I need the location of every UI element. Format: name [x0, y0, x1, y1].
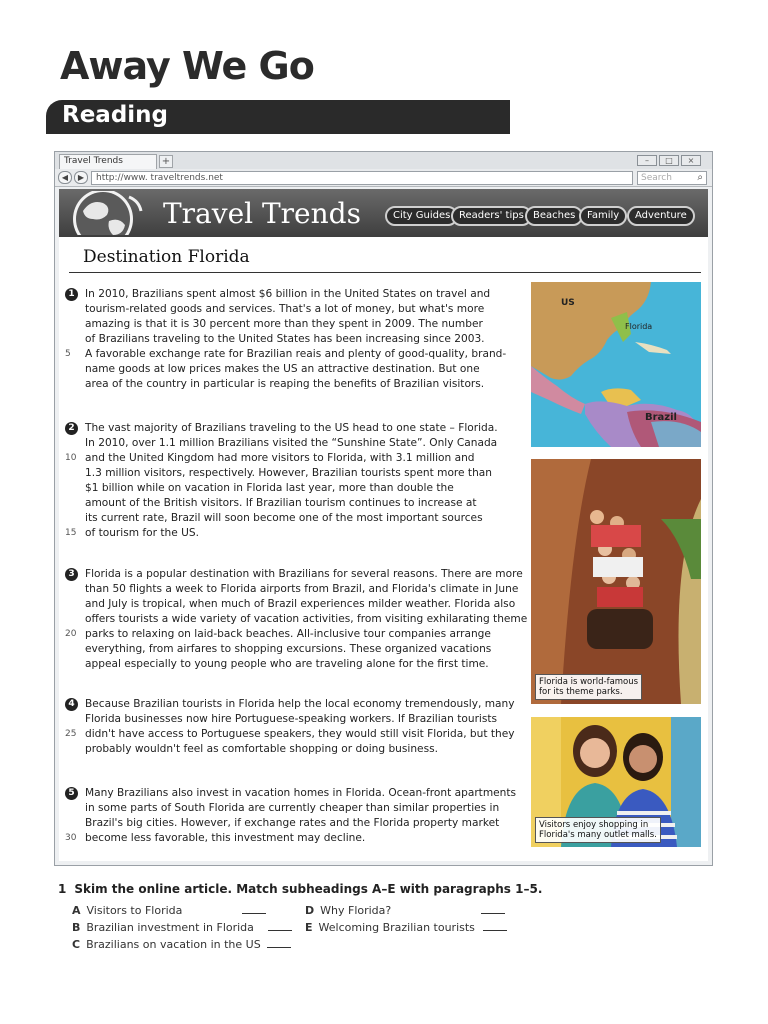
paragraph-2: [65, 421, 523, 541]
paragraph-line: [85, 496, 523, 511]
paragraph-line: [65, 727, 523, 742]
page-content: [59, 237, 708, 861]
line-text: and July is tropical, when much of Brazil experiences milder weather. Florida also: [85, 598, 516, 610]
map-label-brazil: Brazil: [645, 412, 677, 423]
paragraph-line: [85, 657, 523, 672]
close-icon[interactable]: ×: [681, 155, 701, 166]
line-text: Many Brazilians also invest in vacation homes in Florida. Ocean-front apartments: [85, 787, 517, 799]
line-text: parks to relaxing on laid-back beaches. All-inclusive tour companies arrange: [85, 628, 491, 640]
paragraph-line: [85, 597, 523, 612]
paragraph-line: [85, 421, 523, 436]
option-letter: A: [72, 904, 81, 917]
option-a: [72, 904, 266, 917]
paragraph-1: [65, 287, 523, 392]
exercise-number: 1: [58, 882, 67, 896]
line-text: amazing is that it is 30 percent more than they spent in 2009. The number: [85, 318, 483, 330]
minimize-icon[interactable]: –: [637, 155, 657, 166]
paragraph-line: [85, 742, 523, 757]
paragraph-line: [85, 697, 523, 712]
line-text: In 2010, Brazilians spent almost $6 billion in the United States on travel and: [85, 288, 491, 300]
map-label-us: US: [561, 298, 575, 308]
paragraph-4: [65, 697, 523, 757]
paragraph-number-badge: 5: [65, 787, 78, 800]
line-text: everything, from airfares to shopping excursions. These organized vacations: [85, 643, 492, 655]
line-number: 20: [65, 629, 77, 639]
line-text: its current rate, Brazil will soon become one of the most important sources: [85, 512, 483, 524]
line-text: in some parts of South Florida are currently cheaper than similar properties in: [85, 802, 500, 814]
search-input[interactable]: [637, 171, 707, 185]
tab-strip: [55, 152, 712, 169]
line-text: of Brazilians traveling to the United States has been increasing since 2003.: [85, 333, 485, 345]
line-text: name goods at low prices makes the US an attractive destination. But one: [85, 363, 480, 375]
caption-line: Visitors enjoy shopping in: [539, 820, 649, 830]
navigation-bar: [55, 169, 712, 187]
line-text: amount of the British visitors. If Brazilian tourism continues to increase at: [85, 497, 477, 509]
option-letter: C: [72, 938, 81, 951]
nav-family[interactable]: Family: [579, 206, 627, 226]
line-text: appeal especially to young people who are traveling alone for the first time.: [85, 658, 489, 670]
paragraph-line: [85, 801, 523, 816]
forward-icon[interactable]: ▶: [74, 171, 88, 184]
line-text: didn't have access to Portuguese speakers, they would still visit Florida, but they: [85, 728, 515, 740]
paragraph-line: [65, 526, 523, 541]
paragraph-line: [65, 627, 523, 642]
option-letter: E: [305, 921, 313, 934]
paragraph-line: [85, 612, 528, 627]
caption-line: Florida's many outlet malls.: [539, 830, 657, 840]
line-text: Florida businesses now hire Portuguese-speaking workers. If Brazilian tourists: [85, 713, 498, 725]
line-text: offers tourists a wide variety of vacation activities, from visiting exhilarating theme: [85, 613, 528, 625]
option-text: Brazilian investment in Florida: [86, 921, 254, 934]
paragraph-line: [85, 582, 523, 597]
article-title: Destination Florida: [83, 247, 250, 267]
answer-blank[interactable]: [481, 913, 505, 914]
nav-adventure[interactable]: Adventure: [627, 206, 695, 226]
browser-tab[interactable]: Travel Trends: [59, 154, 157, 169]
paragraph-3: [65, 567, 528, 672]
answer-blank[interactable]: [267, 947, 291, 948]
paragraph-line: [85, 481, 523, 496]
shopping-caption: [535, 817, 661, 843]
paragraph-5: [65, 786, 523, 846]
browser-window: [54, 151, 713, 866]
maximize-icon[interactable]: □: [659, 155, 679, 166]
option-e: [305, 921, 507, 934]
paragraph-number-badge: 1: [65, 288, 78, 301]
paragraph-line: [85, 786, 523, 801]
search-placeholder: Search: [641, 173, 672, 183]
line-text: probably wouldn't feel as comfortable shopping or doing business.: [85, 743, 438, 755]
option-text: Welcoming Brazilian tourists: [318, 921, 475, 934]
line-number: 25: [65, 729, 77, 739]
option-text: Visitors to Florida: [86, 904, 183, 917]
section-bar: [46, 100, 510, 134]
line-text: Brazil's big cities. However, if exchange rates and the Florida property market: [85, 817, 500, 829]
line-text: tourism-related goods and services. That's a lot of money, but what's more: [85, 303, 485, 315]
caption-line: for its theme parks.: [539, 687, 623, 697]
nav-beaches[interactable]: Beaches: [525, 206, 583, 226]
line-text: area of the country in particular is reaping the benefits of Brazilian visitors.: [85, 378, 485, 390]
paragraph-line: [85, 712, 523, 727]
paragraph-line: [85, 511, 523, 526]
nav-readers-tips[interactable]: Readers' tips: [451, 206, 532, 226]
line-text: $1 billion while on vacation in Florida last year, more than double the: [85, 482, 454, 494]
paragraph-line: [85, 436, 523, 451]
address-bar[interactable]: http://www. traveltrends.net: [91, 171, 633, 185]
paragraph-number-badge: 3: [65, 568, 78, 581]
paragraph-number-badge: 4: [65, 698, 78, 711]
map-label-florida: Florida: [625, 322, 653, 331]
paragraph-line: [85, 377, 523, 392]
site-brand[interactable]: Travel Trends: [163, 197, 361, 230]
line-text: become less favorable, this investment may decline.: [85, 832, 366, 844]
line-number: 15: [65, 528, 77, 538]
back-icon[interactable]: ◀: [58, 171, 72, 184]
line-text: Florida is a popular destination with Brazilians for several reasons. There are more: [85, 568, 523, 580]
line-text: The vast majority of Brazilians traveling to the US head to one state – Florida.: [85, 422, 498, 434]
new-tab-button[interactable]: +: [159, 155, 173, 168]
paragraph-line: [85, 302, 523, 317]
line-number: 5: [65, 349, 71, 359]
option-c: [72, 938, 291, 951]
paragraph-line: [65, 347, 523, 362]
line-text: 1.3 million visitors, respectively. However, Brazilian tourists spent more than: [85, 467, 493, 479]
option-d: [305, 904, 505, 917]
paragraph-line: [85, 362, 523, 377]
shopping-photo: [531, 717, 701, 847]
answer-blank[interactable]: [242, 913, 266, 914]
option-text: Why Florida?: [320, 904, 392, 917]
answer-blank[interactable]: [268, 930, 292, 931]
globe-logo-icon: [67, 191, 147, 235]
unit-title: Away We Go: [60, 44, 314, 88]
theme-park-caption: [535, 674, 642, 700]
answer-blank[interactable]: [483, 930, 507, 931]
theme-park-photo: [531, 459, 701, 704]
line-text: and the United Kingdom had more visitors to Florida, with 3.1 million and: [85, 452, 475, 464]
option-text: Brazilians on vacation in the US: [86, 938, 261, 951]
paragraph-line: [85, 317, 523, 332]
option-b: [72, 921, 292, 934]
site-banner: [59, 189, 708, 237]
line-number: 30: [65, 833, 77, 843]
exercise-text: Skim the online article. Match subheadings A–E with paragraphs 1–5.: [74, 882, 543, 896]
paragraph-number-badge: 2: [65, 422, 78, 435]
option-letter: B: [72, 921, 81, 934]
paragraph-line: [85, 816, 523, 831]
line-text: Because Brazilian tourists in Florida help the local economy tremendously, many: [85, 698, 515, 710]
paragraph-line: [85, 567, 523, 582]
option-letter: D: [305, 904, 315, 917]
paragraph-line: [85, 642, 523, 657]
paragraph-line: [85, 466, 523, 481]
line-text: In 2010, over 1.1 million Brazilians visited the “Sunshine State”. Only Canada: [85, 437, 498, 449]
map-image: [531, 282, 701, 447]
paragraph-line: [65, 831, 523, 846]
paragraph-line: [85, 332, 523, 347]
nav-city-guides[interactable]: City Guides: [385, 206, 458, 226]
section-label: Reading: [62, 102, 169, 128]
line-text: A favorable exchange rate for Brazilian reais and plenty of good-quality, brand-: [85, 348, 507, 360]
line-text: of tourism for the US.: [85, 527, 199, 539]
paragraph-line: [65, 451, 523, 466]
theme-park-illustration: [531, 459, 701, 704]
paragraph-line: [85, 287, 523, 302]
exercise-instruction: [58, 882, 542, 896]
search-icon[interactable]: ⌕: [697, 172, 703, 183]
caption-line: Florida is world-famous: [539, 677, 639, 687]
line-number: 10: [65, 453, 77, 463]
title-divider: [69, 272, 701, 273]
line-text: than 50 flights a week to Florida airports from Brazil, and Florida's climate in June: [85, 583, 519, 595]
